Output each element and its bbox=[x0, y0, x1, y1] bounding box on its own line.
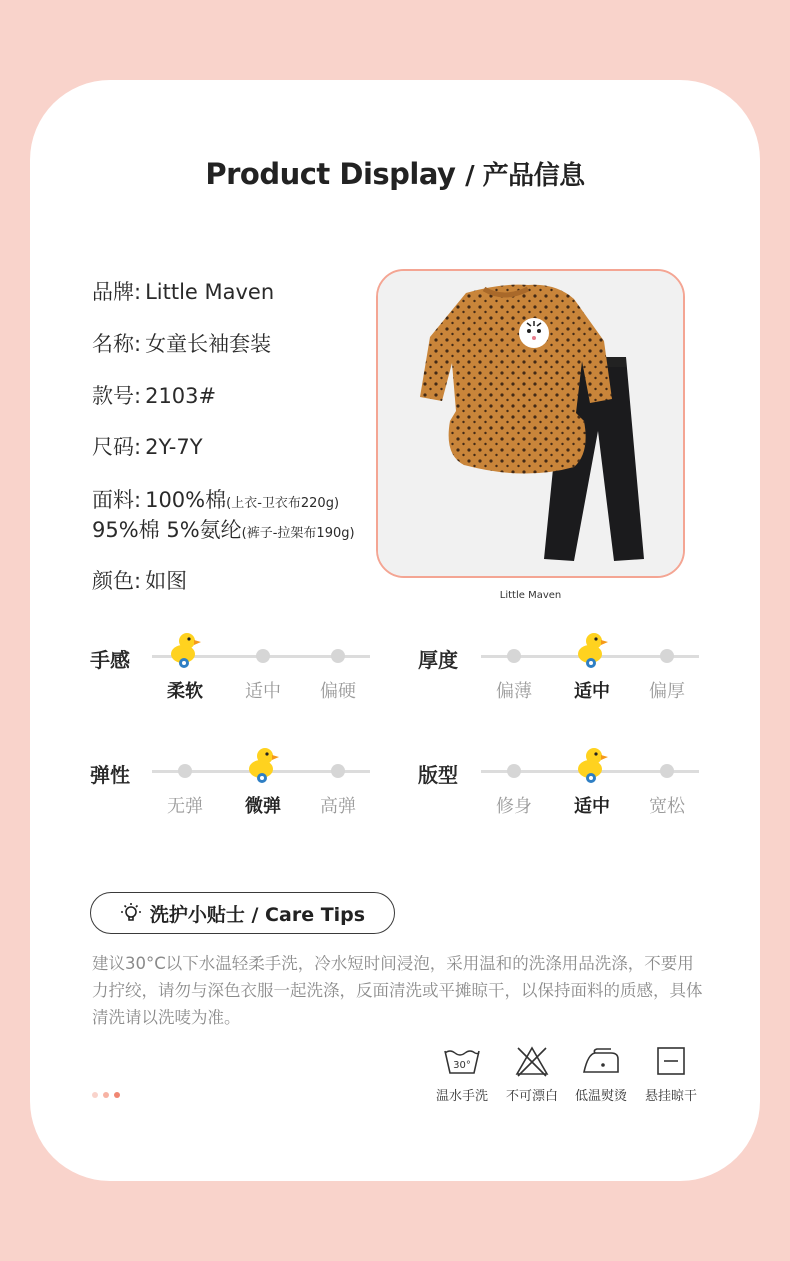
title-en: Product Display bbox=[205, 157, 456, 191]
rating-dot bbox=[178, 764, 192, 778]
dot bbox=[114, 1092, 120, 1098]
rating-option-thickness: 偏厚 bbox=[649, 681, 685, 702]
spec-note: (上衣-卫衣布220g) bbox=[226, 496, 340, 511]
care-heading-text: 洗护小贴士 / Care Tips bbox=[149, 903, 366, 926]
duck-indicator-icon bbox=[168, 630, 202, 670]
rating-dot bbox=[660, 649, 674, 663]
care-icon-label: 不可漂白 bbox=[505, 1089, 558, 1104]
care-description: 建议30°C以下水温轻柔手洗，冷水短时间浸泡，采用温和的洗涤用品洗涤，不要用力拧绞，请勿与深色衣服一起洗涤，反面清洗或平摊晾干，以保持面料的质感，具体清洗请以洗唛为准。 bbox=[92, 954, 703, 1027]
spec-label: 名称: bbox=[92, 332, 142, 356]
rating-label-thickness: 厚度 bbox=[418, 648, 458, 672]
dot bbox=[103, 1092, 109, 1098]
care-icon-label: 低温熨烫 bbox=[574, 1089, 627, 1104]
care-icon-bleach bbox=[497, 1045, 567, 1104]
rating-dot bbox=[331, 764, 345, 778]
rating-option-elasticity: 无弹 bbox=[167, 796, 203, 817]
rating-dot bbox=[507, 649, 521, 663]
product-photo bbox=[376, 269, 685, 578]
rating-option-fit: 适中 bbox=[574, 796, 610, 817]
rating-label-feel: 手感 bbox=[90, 648, 130, 672]
rating-option-feel: 适中 bbox=[245, 681, 281, 702]
wash-30-icon bbox=[442, 1045, 482, 1077]
no-bleach-icon bbox=[514, 1045, 550, 1077]
rating-option-fit: 修身 bbox=[496, 796, 532, 817]
wash-temp: 30° bbox=[453, 1060, 471, 1071]
title-cn: / 产品信息 bbox=[465, 161, 585, 191]
rating-option-fit: 宽松 bbox=[649, 796, 685, 817]
rating-option-feel: 偏硬 bbox=[320, 681, 356, 702]
rating-label-fit: 版型 bbox=[418, 763, 458, 787]
spec-brand bbox=[92, 276, 274, 306]
rating-dot bbox=[507, 764, 521, 778]
spec-note: (裤子-拉架布190g) bbox=[241, 526, 355, 541]
rating-dot bbox=[660, 764, 674, 778]
rating-dot bbox=[331, 649, 345, 663]
spec-label: 颜色: bbox=[92, 569, 142, 593]
lightbulb-icon bbox=[120, 902, 142, 924]
page-title bbox=[0, 155, 790, 192]
spec-fabric-line2 bbox=[92, 514, 355, 544]
spec-label: 品牌: bbox=[92, 280, 142, 304]
outfit-illustration bbox=[378, 271, 683, 576]
spec-label: 款号: bbox=[92, 384, 142, 408]
rating-dot bbox=[256, 649, 270, 663]
rating-option-elasticity: 微弹 bbox=[245, 796, 281, 817]
rating-option-thickness: 偏薄 bbox=[496, 681, 532, 702]
spec-value: 女童长袖套装 bbox=[145, 332, 272, 356]
duck-indicator-icon bbox=[246, 745, 280, 785]
rating-option-feel: 柔软 bbox=[167, 681, 203, 702]
page-dots bbox=[92, 1092, 120, 1098]
photo-caption: Little Maven bbox=[499, 590, 562, 601]
spec-value: 2103# bbox=[145, 384, 217, 408]
spec-value: 如图 bbox=[145, 569, 188, 593]
spec-value: 100%棉 bbox=[145, 488, 227, 512]
spec-label: 尺码: bbox=[92, 435, 142, 459]
spec-value: 2Y-7Y bbox=[145, 435, 203, 459]
rating-option-elasticity: 高弹 bbox=[320, 796, 356, 817]
rating-label-elasticity: 弹性 bbox=[90, 763, 130, 787]
care-icon-iron bbox=[566, 1045, 636, 1104]
spec-size bbox=[92, 431, 203, 461]
low-iron-icon bbox=[581, 1045, 621, 1077]
hang-dry-icon bbox=[655, 1045, 687, 1077]
spec-value: Little Maven bbox=[145, 280, 275, 304]
care-icon-label: 悬挂晾干 bbox=[644, 1089, 697, 1104]
care-tips-heading bbox=[90, 892, 395, 934]
spec-fabric bbox=[92, 484, 339, 514]
care-icon-wash bbox=[427, 1045, 497, 1104]
spec-label: 面料: bbox=[92, 488, 142, 512]
duck-indicator-icon bbox=[575, 745, 609, 785]
dot bbox=[92, 1092, 98, 1098]
spec-color bbox=[92, 565, 187, 595]
spec-name bbox=[92, 328, 271, 358]
care-icon-label: 温水手洗 bbox=[435, 1089, 488, 1104]
duck-indicator-icon bbox=[575, 630, 609, 670]
rating-option-thickness: 适中 bbox=[574, 681, 610, 702]
care-icon-dry bbox=[636, 1045, 706, 1104]
spec-value: 95%棉 5%氨纶 bbox=[92, 518, 242, 542]
spec-style-no bbox=[92, 380, 216, 410]
